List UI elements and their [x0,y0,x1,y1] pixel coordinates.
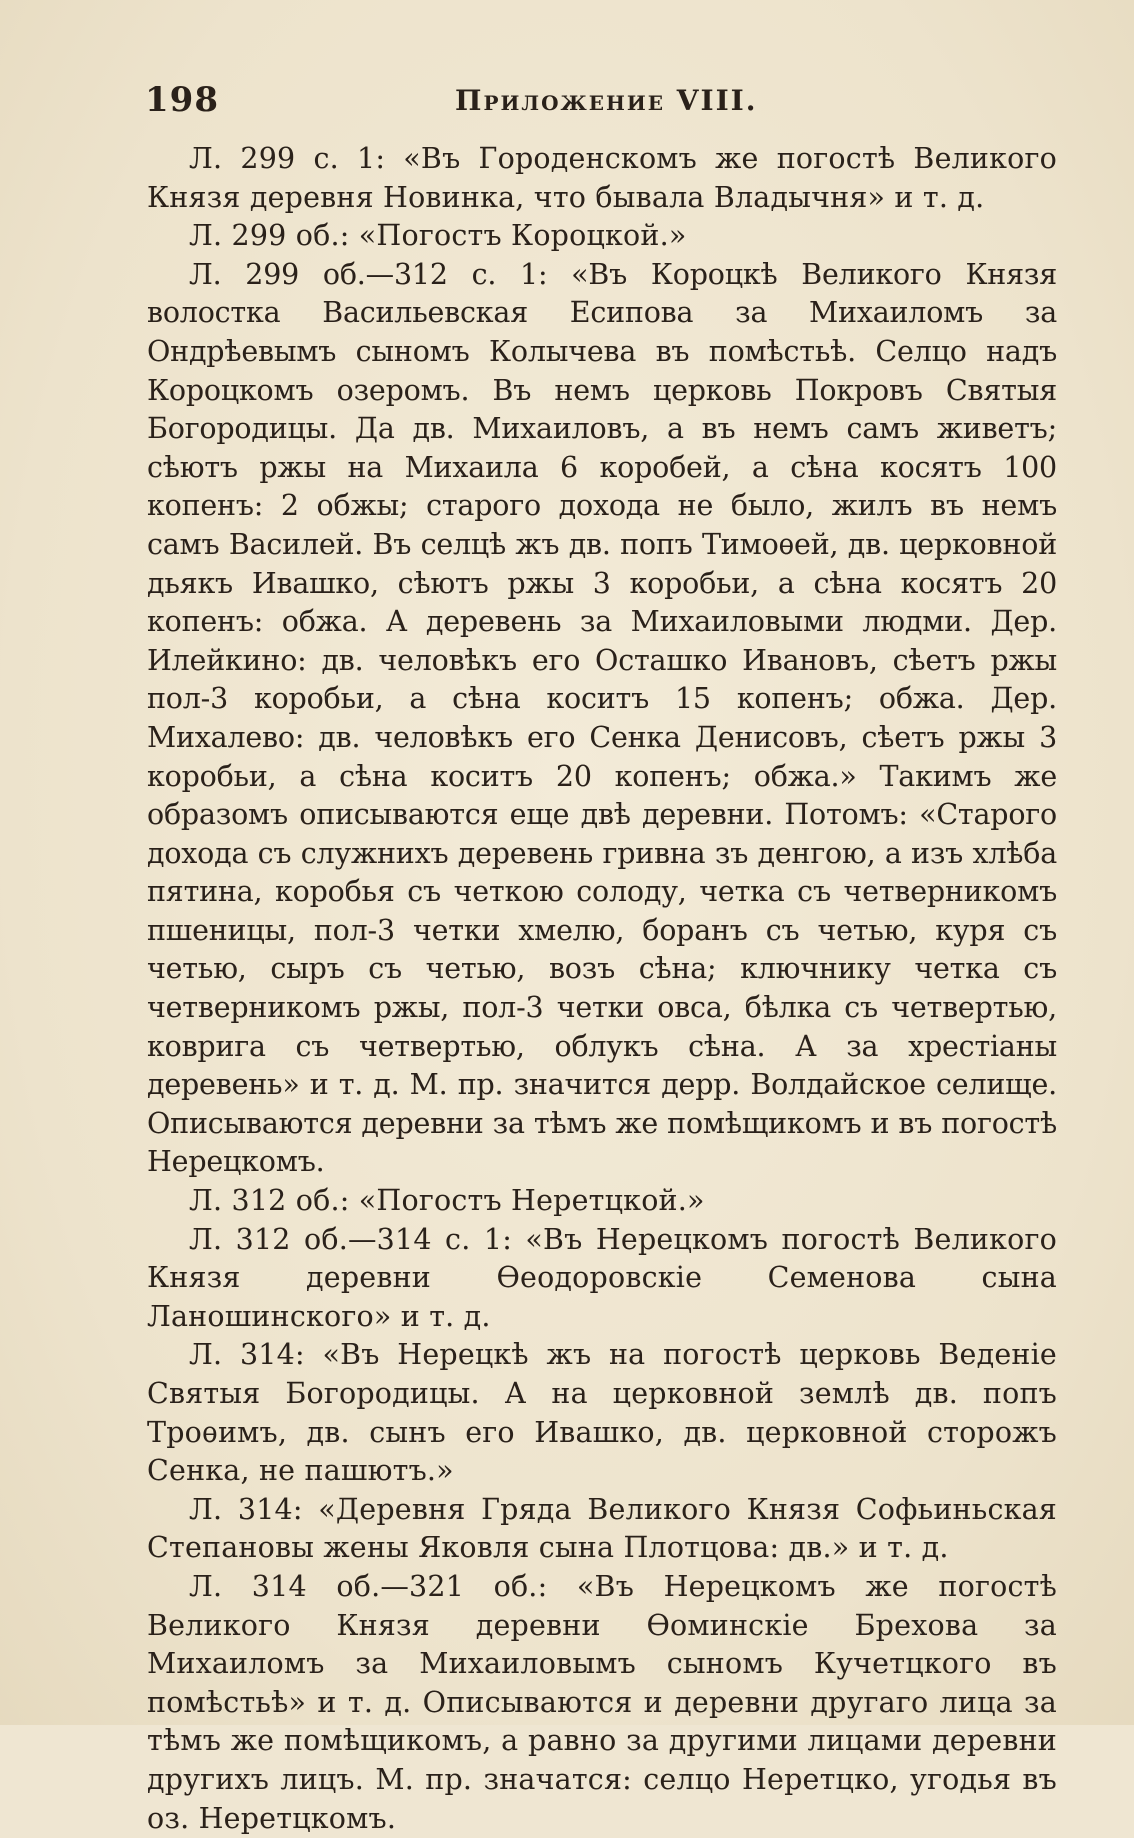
main-text [147,140,1057,1838]
paragraph-leaf-314-gryada: Л. 314: «Деревня Гряда Великого Князя Софьиньская Степановы жены Яковля сына Плотцова: дв.» и т. д. [147,1492,1057,1565]
paragraph-pogost-neretskoi: Л. 312 об.: «Погостъ Неретцкой.» [189,1184,705,1218]
paragraph-leaf-312-314: Л. 312 об.—314 с. 1: «Въ Нерецкомъ погостѣ Великого Князя деревни Ѳеодоровскіе Семенова сына Ланошинского» и т. д. [147,1222,1057,1333]
paragraph-leaf-314-321: Л. 314 об.—321 об.: «Въ Нерецкомъ же погостѣ Великого Князя деревни Ѳоминскіе Брехова за Михаиломъ за Михаиловымъ сыномъ Кучетцкого въ помѣстьѣ» и т. д. Описываются и деревни другаго лица за тѣмъ же помѣщикомъ, а равно за другими лицами деревни другихъ лицъ. М. пр. значатся: селцо Неретцко, угодья въ оз. Неретцкомъ. [147,1569,1057,1835]
page-number: 198 [145,80,219,120]
running-title: Приложение VIII. [455,84,758,117]
paragraph-leaf-299-312: Л. 299 об.—312 с. 1: «Въ Короцкѣ Великого Князя волостка Васильевская Есипова за Михаиломъ за Ондрѣевымъ сыномъ Колычева въ помѣстьѣ. Селцо надъ Короцкомъ озеромъ. Въ немъ церковь Покровъ Святыя Богородицы. Да дв. Михаиловъ, а въ немъ самъ живетъ; сѣютъ ржы на Михаила 6 коробей, а сѣна косятъ 100 копенъ: 2 обжы; старого дохода не было, жилъ въ немъ самъ Василей. Въ селцѣ жъ дв. попъ Тимоѳей, дв. церковной дьякъ Ивашко, сѣютъ ржы 3 коробьи, а сѣна косятъ 20 копенъ: обжа. А деревень за Михаиловыми людми. Дер. Илейкино: дв. человѣкъ его Осташко Ивановъ, сѣетъ ржы пол-3 коробьи, а сѣна коситъ 15 копенъ; обжа. Дер. Михалево: дв. человѣкъ его Сенка Денисовъ, сѣетъ ржы 3 коробьи, а сѣна коситъ 20 копенъ; обжа.» Такимъ же образомъ описываются еще двѣ деревни. Потомъ: «Старого дохода съ служнихъ деревень гривна зъ денгою, а изъ хлѣба пятина, коробья съ четкою солоду, четка съ четверникомъ пшеницы, пол-3 четки хмелю, боранъ съ четью, куря съ четью, сыръ съ четью, возъ сѣна; ключнику четка съ четверникомъ ржы, пол-3 четки овса, бѣлка съ четвертью, коврига съ четвертью, облукъ сѣна. А за хрестіаны деревень» и т. д. М. пр. значится дерр. Волдайское селище. Описываются деревни за тѣмъ же помѣщикомъ и въ погостѣ Нерецкомъ. [147,257,1057,1179]
page-header [145,80,1057,120]
paragraph-leaf-314-church: Л. 314: «Въ Нерецкѣ жъ на погостѣ церковь Веденіе Святыя Богородицы. А на церковной землѣ дв. попъ Троѳимъ, дв. сынъ его Ивашко, дв. церковной сторожъ Сенка, не пашютъ.» [147,1338,1057,1488]
paragraph-leaf-299: Л. 299 с. 1: «Въ Городенскомъ же погостѣ Великого Князя деревня Новинка, что бывала Владычня» и т. д. [147,142,1057,214]
paragraph-pogost-korotskoi: Л. 299 об.: «Погостъ Короцкой.» [189,219,687,253]
